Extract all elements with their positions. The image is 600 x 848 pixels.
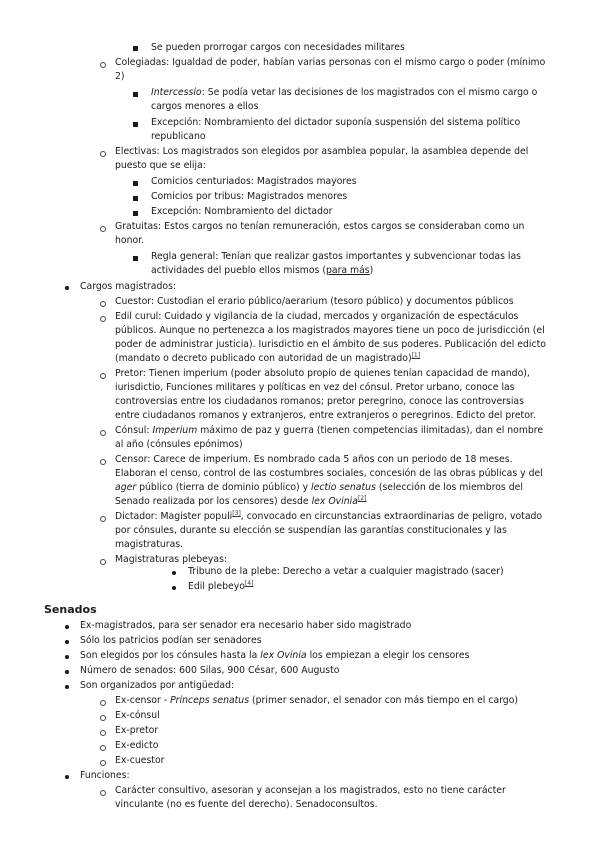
text-line: Pretor: Tienen imperium (poder absoluto propio de quienes tenían capacidad de mando),	[115, 368, 530, 379]
text-line: Ex-edicto	[115, 740, 159, 751]
italic-term: Princeps senatus	[170, 695, 250, 706]
circle-bullet-icon	[100, 301, 106, 307]
text-line: Tribuno de la plebe: Derecho a vetar a cualquier magistrado (sacer)	[188, 566, 504, 577]
bullet-dot-icon	[65, 640, 69, 644]
text-span: Senado realizada por los censores) desde	[115, 496, 312, 507]
text-line	[115, 694, 518, 708]
text-line	[115, 495, 366, 509]
square-bullet-icon	[133, 181, 138, 186]
text-line	[115, 424, 543, 438]
text-line: puesto que se elija:	[115, 160, 206, 171]
text-line	[115, 352, 420, 366]
bullet-dot-icon	[65, 670, 69, 674]
text-line: Se pueden prorrogar cargos con necesidades militares	[151, 42, 405, 53]
text-line: Censor: Carece de imperium. Es nombrado cada 5 años con un periodo de 18 meses.	[115, 454, 513, 465]
italic-term: ager	[115, 482, 137, 493]
text-line	[188, 580, 253, 594]
text-span: los empiezan a elegir los censores	[306, 650, 470, 661]
text-span: (mandato o decreto publicado con autoridad de un magistrado)	[115, 353, 412, 364]
circle-bullet-icon	[100, 745, 106, 751]
text-line: públicos. Aunque no pertenezca a los magistrados mayores tiene un poco de jurisdicción (el	[115, 325, 545, 336]
text-line	[151, 264, 373, 278]
italic-term: Intercessio	[151, 87, 202, 98]
text-line: Ex-cuestor	[115, 755, 165, 766]
footnote-ref[interactable]: [3]	[232, 509, 241, 517]
square-bullet-icon	[133, 92, 138, 97]
circle-bullet-icon	[100, 516, 106, 522]
italic-term: lectio senatus	[311, 482, 376, 493]
text-line: poder de administrar justicia). Iurisdictio en el ámbito de sus poderes. Publicación del edicto	[115, 339, 546, 350]
circle-bullet-icon	[100, 226, 106, 232]
text-line: Son organizados por antigüedad:	[80, 680, 235, 691]
text-line: entre ciudadanos romanos y extranjeros, entre extranjeros o peregrinos. Edicto del pretor.	[115, 410, 536, 421]
square-bullet-icon	[133, 256, 138, 261]
circle-bullet-icon	[100, 715, 106, 721]
text-line: Regla general: Tenían que realizar gastos importantes y subvencionar todas las	[151, 251, 522, 262]
italic-term: lex Ovinia	[260, 650, 307, 661]
circle-bullet-icon	[100, 559, 106, 565]
footnote-ref[interactable]: [2]	[357, 494, 367, 502]
text-line: magistraturas.	[115, 539, 184, 550]
circle-bullet-icon	[100, 316, 106, 322]
text-line	[80, 649, 469, 663]
bullet-dot-icon	[65, 655, 69, 659]
circle-bullet-icon	[100, 459, 106, 465]
text-span: Dictador: Magister populi	[115, 511, 233, 522]
square-bullet-icon	[133, 46, 138, 51]
text-line: iurisdictio, Funciones militares y políticas en vez del cónsul. Pretor urbano, conoce las	[115, 382, 515, 393]
text-span: Ex-censor -	[115, 695, 171, 706]
bullet-dot-icon	[65, 685, 69, 689]
text-span: (primer senador, el senador con más tiempo en el cargo)	[249, 695, 519, 706]
italic-term: lex Ovinia	[311, 496, 358, 507]
text-line: Funciones:	[80, 770, 130, 781]
square-bullet-icon	[133, 122, 138, 127]
circle-bullet-icon	[100, 151, 106, 157]
text-line: Electivas: Los magistrados son elegidos por asamblea popular, la asamblea depende del	[115, 146, 529, 157]
text-line: controversias entre los ciudadanos romanos; pretor peregrino, conoce las controversias	[115, 396, 524, 407]
text-line: Excepción: Nombramiento del dictador	[151, 206, 333, 217]
text-line: Cuestor: Custodian el erario público/aerarium (tesoro público) y documentos públicos	[115, 296, 514, 307]
square-bullet-icon	[133, 196, 138, 201]
circle-bullet-icon	[100, 730, 106, 736]
text-line: Magistraturas plebeyas:	[115, 554, 228, 565]
text-span: público (tierra de dominio público) y	[136, 482, 312, 493]
text-line: Comicios centuriados: Magistrados mayores	[151, 176, 357, 187]
square-bullet-icon	[133, 211, 138, 216]
bullet-dot-icon	[65, 286, 69, 290]
text-span: Edil plebeyo	[188, 581, 245, 592]
text-line: Colegiadas: Igualdad de poder, habían varias personas con el mismo cargo o poder (mínimo	[115, 57, 546, 68]
text-span: : Se podía vetar las decisiones de los magistrados con el mismo cargo o	[201, 87, 538, 98]
text-line: republicano	[151, 131, 206, 142]
text-line: honor.	[115, 235, 145, 246]
circle-bullet-icon	[100, 430, 106, 436]
text-line: Cargos magistrados:	[80, 281, 177, 292]
footnote-ref[interactable]: [4]	[244, 579, 254, 587]
para-mas-link[interactable]: para más	[325, 265, 370, 276]
footnote-ref[interactable]: [1]	[411, 351, 421, 359]
text-line: Ex-cónsul	[115, 710, 160, 721]
bullet-dot-icon	[65, 775, 69, 779]
text-line	[115, 510, 542, 524]
bullet-dot-icon	[172, 571, 176, 575]
bullet-dot-icon	[65, 625, 69, 629]
text-span: , convocado en circunstancias extraordinarias de peligro, votado	[240, 511, 543, 522]
text-span: Cónsul:	[115, 425, 153, 436]
text-span: actividades del pueblo ellos mismos (	[151, 265, 326, 276]
text-line: Excepción: Nombramiento del dictador suponía suspensión del sistema político	[151, 117, 521, 128]
circle-bullet-icon	[100, 700, 106, 706]
text-line: Ex-pretor	[115, 725, 159, 736]
text-line: al año (cónsules epónimos)	[115, 439, 243, 450]
text-line: Elaboran el censo, control de las costumbres sociales, concesión de las obras públicas y del	[115, 468, 543, 479]
text-line	[115, 481, 523, 495]
text-line: cargos menores a ellos	[151, 101, 259, 112]
text-line: Gratuitas: Estos cargos no tenían remuneración, estos cargos se consideraban como un	[115, 221, 525, 232]
circle-bullet-icon	[100, 373, 106, 379]
text-line	[151, 86, 537, 100]
text-line: Número de senados: 600 Silas, 900 César, 600 Augusto	[80, 665, 340, 676]
text-line: Ex-magistrados, para ser senador era necesario haber sido magistrado	[80, 620, 412, 631]
text-line: por cónsules, durante su elección se suspendían las garantías constitucionales y las	[115, 525, 507, 536]
text-line: Comicios por tribus: Magistrados menores	[151, 191, 348, 202]
text-line: Carácter consultivo, asesoran y aconsejan a los magistrados, esto no tiene carácter	[115, 785, 506, 796]
text-span: (selección de los miembros del	[375, 482, 523, 493]
section-heading: Senados	[44, 603, 97, 616]
text-line: Edil curul: Cuidado y vigilancia de la ciudad, mercados y organización de espectáculos	[115, 311, 519, 322]
circle-bullet-icon	[100, 760, 106, 766]
text-span: máximo de paz y guerra (tienen competencias ilimitadas), dan el nombre	[197, 425, 544, 436]
text-span: Son elegidos por los cónsules hasta la	[80, 650, 261, 661]
text-span: )	[369, 265, 374, 276]
text-line: 2)	[115, 71, 125, 82]
italic-term: Imperium	[152, 425, 198, 436]
text-line: vinculante (no es fuente del derecho). Senadoconsultos.	[115, 799, 378, 810]
circle-bullet-icon	[100, 62, 106, 68]
text-line: Sólo los patricios podían ser senadores	[80, 635, 262, 646]
bullet-dot-icon	[172, 586, 176, 590]
circle-bullet-icon	[100, 790, 106, 796]
